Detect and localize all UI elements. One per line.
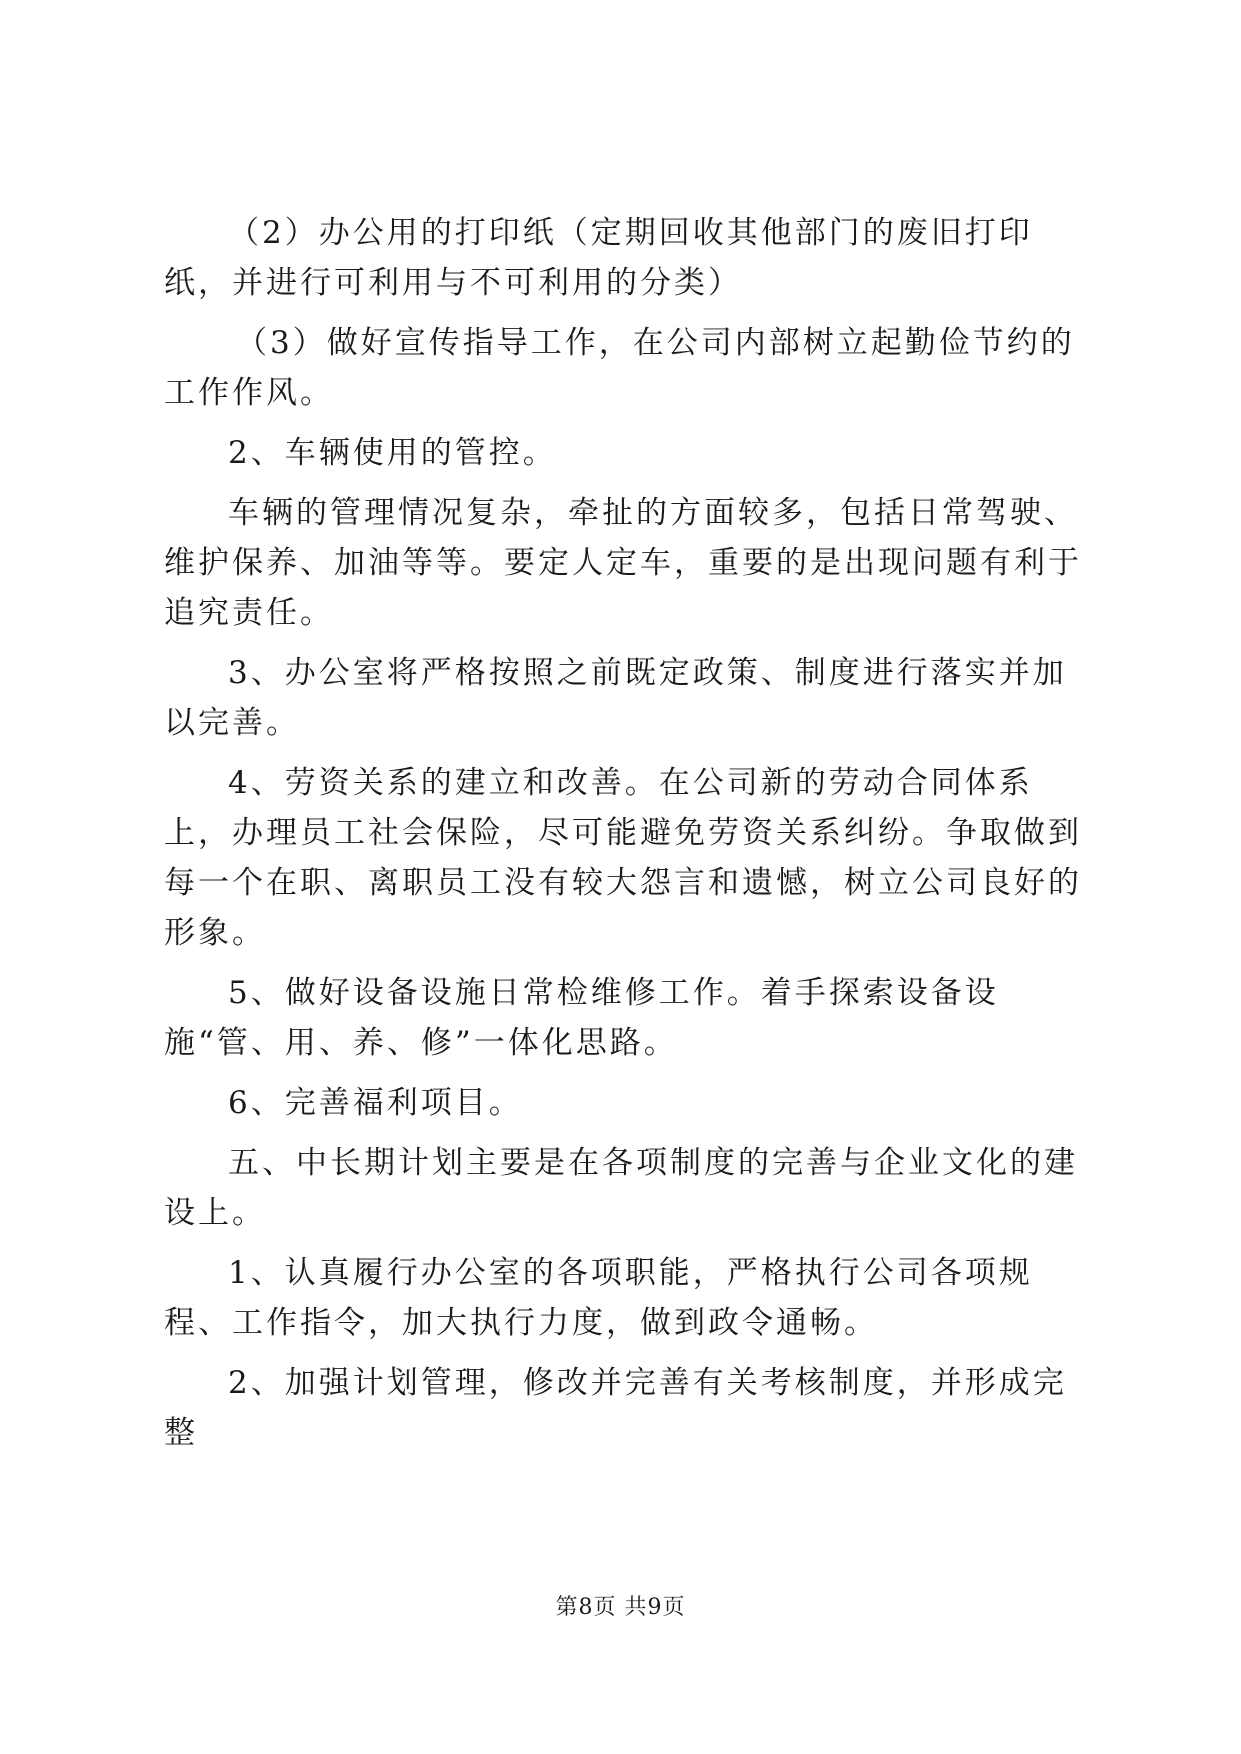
paragraph-vehicle-body: 车辆的管理情况复杂，牵扯的方面较多，包括日常驾驶、维护保养、加油等等。要定人定车，重要的是出现问题有利于追究责任。: [164, 495, 1082, 631]
paragraph-labor-relations: 4、劳资关系的建立和改善。在公司新的劳动合同体系上，办理员工社会保险，尽可能避免劳资关系纠纷。争取做到每一个在职、离职员工没有较大怨言和遗憾，树立公司良好的形象。: [164, 765, 1082, 951]
page-number-footer: 第8页 共9页: [555, 1595, 686, 1620]
document-body: [164, 208, 1084, 1468]
paragraph-office-policy: 3、办公室将严格按照之前既定政策、制度进行落实并加以完善。: [164, 655, 1067, 741]
paragraph-midlong-plan: 五、中长期计划主要是在各项制度的完善与企业文化的建设上。: [164, 1145, 1078, 1231]
paragraph-publicity: （3）做好宣传指导工作，在公司内部树立起勤俭节约的工作作风。: [164, 325, 1075, 411]
paragraph-office-paper: （2）办公用的打印纸（定期回收其他部门的废旧打印纸，并进行可利用与不可利用的分类）: [164, 215, 1033, 301]
paragraph-vehicle-heading: 2、车辆使用的管控。: [228, 435, 557, 471]
paragraph-welfare: 6、完善福利项目。: [228, 1085, 523, 1121]
paragraph-planning: 2、加强计划管理，修改并完善有关考核制度，并形成完整: [164, 1365, 1067, 1451]
paragraph-equipment: 5、做好设备设施日常检维修工作。着手探索设备设施“管、用、养、修”一体化思路。: [164, 975, 999, 1061]
paragraph-office-duties: 1、认真履行办公室的各项职能，严格执行公司各项规程、工作指令，加大执行力度，做到政令通畅。: [164, 1255, 1033, 1341]
